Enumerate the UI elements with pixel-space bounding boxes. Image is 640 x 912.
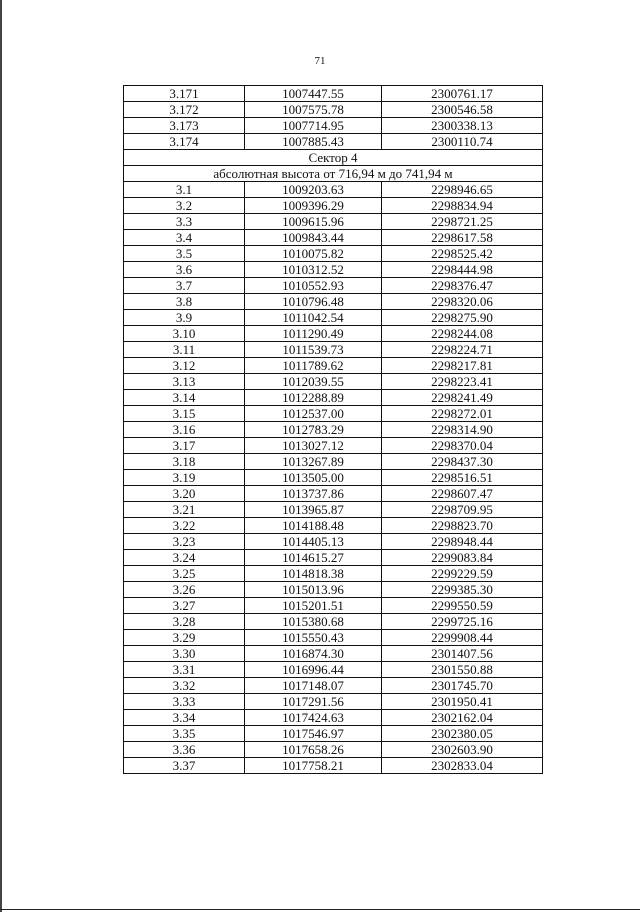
coordinate-y: 2298834.94 xyxy=(382,198,543,214)
table-row xyxy=(124,102,543,118)
coordinate-y: 2298217.81 xyxy=(382,358,543,374)
coordinate-y: 2298224.71 xyxy=(382,342,543,358)
coordinate-y: 2301745.70 xyxy=(382,678,543,694)
point-number: 3.23 xyxy=(124,534,245,550)
coordinate-y: 2298721.25 xyxy=(382,214,543,230)
coordinate-y: 2300761.17 xyxy=(382,86,543,102)
table-row xyxy=(124,502,543,518)
table-row xyxy=(124,486,543,502)
coordinate-x: 1013965.87 xyxy=(245,502,382,518)
table-row xyxy=(124,726,543,742)
sector-title-row xyxy=(124,150,543,166)
coordinate-y: 2302833.04 xyxy=(382,758,543,774)
table-row xyxy=(124,294,543,310)
coordinate-y: 2298223.41 xyxy=(382,374,543,390)
table-row xyxy=(124,358,543,374)
table-row xyxy=(124,646,543,662)
table-row xyxy=(124,406,543,422)
point-number: 3.21 xyxy=(124,502,245,518)
coordinate-y: 2298525.42 xyxy=(382,246,543,262)
table-row xyxy=(124,390,543,406)
table-row xyxy=(124,470,543,486)
coordinate-x: 1015550.43 xyxy=(245,630,382,646)
page-number: 71 xyxy=(314,55,326,67)
coordinate-y: 2298617.58 xyxy=(382,230,543,246)
coordinate-y: 2301407.56 xyxy=(382,646,543,662)
coordinate-x: 1014818.38 xyxy=(245,566,382,582)
coordinate-x: 1017424.63 xyxy=(245,710,382,726)
coordinate-y: 2299385.30 xyxy=(382,582,543,598)
point-number: 3.34 xyxy=(124,710,245,726)
coordinate-y: 2299229.59 xyxy=(382,566,543,582)
point-number: 3.35 xyxy=(124,726,245,742)
point-number: 3.18 xyxy=(124,454,245,470)
coordinate-y: 2298314.90 xyxy=(382,422,543,438)
point-number: 3.31 xyxy=(124,662,245,678)
point-number: 3.25 xyxy=(124,566,245,582)
table-body-top xyxy=(124,86,543,150)
table-row xyxy=(124,342,543,358)
table-row xyxy=(124,534,543,550)
coordinate-x: 1012288.89 xyxy=(245,390,382,406)
point-number: 3.14 xyxy=(124,390,245,406)
table-row xyxy=(124,246,543,262)
coordinate-y: 2298244.08 xyxy=(382,326,543,342)
scan-left-edge xyxy=(0,0,2,912)
coordinate-y: 2298516.51 xyxy=(382,470,543,486)
coordinate-x: 1009615.96 xyxy=(245,214,382,230)
coordinate-x: 1013267.89 xyxy=(245,454,382,470)
coordinate-x: 1007447.55 xyxy=(245,86,382,102)
coordinate-x: 1013737.86 xyxy=(245,486,382,502)
coordinate-x: 1007885.43 xyxy=(245,134,382,150)
table-row xyxy=(124,118,543,134)
coordinate-x: 1017291.56 xyxy=(245,694,382,710)
table-row xyxy=(124,758,543,774)
point-number: 3.22 xyxy=(124,518,245,534)
point-number: 3.13 xyxy=(124,374,245,390)
point-number: 3.1 xyxy=(124,182,245,198)
coordinate-y: 2302603.90 xyxy=(382,742,543,758)
table-row xyxy=(124,438,543,454)
coordinate-x: 1016874.30 xyxy=(245,646,382,662)
coordinate-x: 1016996.44 xyxy=(245,662,382,678)
table-row xyxy=(124,694,543,710)
point-number: 3.28 xyxy=(124,614,245,630)
coordinate-x: 1015380.68 xyxy=(245,614,382,630)
point-number: 3.6 xyxy=(124,262,245,278)
coordinate-y: 2300110.74 xyxy=(382,134,543,150)
coordinate-y: 2298437.30 xyxy=(382,454,543,470)
table-row xyxy=(124,710,543,726)
coordinate-x: 1010075.82 xyxy=(245,246,382,262)
coordinate-x: 1017658.26 xyxy=(245,742,382,758)
coordinate-x: 1015013.96 xyxy=(245,582,382,598)
table-row xyxy=(124,566,543,582)
point-number: 3.12 xyxy=(124,358,245,374)
sector-header xyxy=(124,150,543,182)
coordinate-x: 1007575.78 xyxy=(245,102,382,118)
table-row xyxy=(124,742,543,758)
coordinate-y: 2299550.59 xyxy=(382,598,543,614)
point-number: 3.2 xyxy=(124,198,245,214)
coordinate-x: 1007714.95 xyxy=(245,118,382,134)
point-number: 3.5 xyxy=(124,246,245,262)
point-number: 3.32 xyxy=(124,678,245,694)
coordinate-y: 2300546.58 xyxy=(382,102,543,118)
coordinate-x: 1012039.55 xyxy=(245,374,382,390)
point-number: 3.20 xyxy=(124,486,245,502)
table-row xyxy=(124,262,543,278)
coordinate-x: 1011539.73 xyxy=(245,342,382,358)
coordinate-y: 2299725.16 xyxy=(382,614,543,630)
table-row xyxy=(124,198,543,214)
coordinate-x: 1009203.63 xyxy=(245,182,382,198)
point-number: 3.26 xyxy=(124,582,245,598)
table-row xyxy=(124,454,543,470)
table-row xyxy=(124,678,543,694)
coordinate-y: 2301950.41 xyxy=(382,694,543,710)
table-row xyxy=(124,582,543,598)
coordinate-y: 2298946.65 xyxy=(382,182,543,198)
table-row xyxy=(124,278,543,294)
table-row xyxy=(124,182,543,198)
scan-bottom-edge xyxy=(0,909,640,910)
coordinate-y: 2300338.13 xyxy=(382,118,543,134)
coordinate-x: 1014615.27 xyxy=(245,550,382,566)
coordinate-y: 2298444.98 xyxy=(382,262,543,278)
sector-subtitle-row xyxy=(124,166,543,182)
coordinate-y: 2298320.06 xyxy=(382,294,543,310)
coordinate-x: 1009843.44 xyxy=(245,230,382,246)
coordinate-y: 2298376.47 xyxy=(382,278,543,294)
coordinate-x: 1013027.12 xyxy=(245,438,382,454)
coordinate-y: 2298272.01 xyxy=(382,406,543,422)
table-row xyxy=(124,630,543,646)
point-number: 3.30 xyxy=(124,646,245,662)
table-row xyxy=(124,550,543,566)
table-row xyxy=(124,134,543,150)
table-row xyxy=(124,230,543,246)
coordinate-x: 1012783.29 xyxy=(245,422,382,438)
point-number: 3.173 xyxy=(124,118,245,134)
coordinate-x: 1010552.93 xyxy=(245,278,382,294)
point-number: 3.29 xyxy=(124,630,245,646)
coordinate-x: 1010796.48 xyxy=(245,294,382,310)
table-row xyxy=(124,422,543,438)
sector-subtitle: абсолютная высота от 716,94 м до 741,94 м xyxy=(124,166,543,182)
table-row xyxy=(124,374,543,390)
coordinate-x: 1013505.00 xyxy=(245,470,382,486)
table-row xyxy=(124,326,543,342)
point-number: 3.19 xyxy=(124,470,245,486)
coordinate-x: 1011042.54 xyxy=(245,310,382,326)
coordinate-x: 1011789.62 xyxy=(245,358,382,374)
coordinate-x: 1010312.52 xyxy=(245,262,382,278)
point-number: 3.8 xyxy=(124,294,245,310)
coordinates-table xyxy=(123,85,543,774)
coordinate-x: 1012537.00 xyxy=(245,406,382,422)
table-row xyxy=(124,310,543,326)
coordinate-x: 1009396.29 xyxy=(245,198,382,214)
coordinate-y: 2298709.95 xyxy=(382,502,543,518)
table-row xyxy=(124,518,543,534)
point-number: 3.7 xyxy=(124,278,245,294)
coordinate-y: 2298275.90 xyxy=(382,310,543,326)
coordinate-x: 1014405.13 xyxy=(245,534,382,550)
coordinate-y: 2299908.44 xyxy=(382,630,543,646)
coordinate-x: 1015201.51 xyxy=(245,598,382,614)
coordinate-x: 1017758.21 xyxy=(245,758,382,774)
point-number: 3.11 xyxy=(124,342,245,358)
coordinate-x: 1011290.49 xyxy=(245,326,382,342)
point-number: 3.16 xyxy=(124,422,245,438)
point-number: 3.171 xyxy=(124,86,245,102)
table-row xyxy=(124,614,543,630)
point-number: 3.4 xyxy=(124,230,245,246)
table-row xyxy=(124,662,543,678)
table-body-bottom xyxy=(124,182,543,774)
coordinate-x: 1014188.48 xyxy=(245,518,382,534)
point-number: 3.15 xyxy=(124,406,245,422)
coordinate-y: 2298948.44 xyxy=(382,534,543,550)
point-number: 3.17 xyxy=(124,438,245,454)
point-number: 3.27 xyxy=(124,598,245,614)
coordinate-y: 2298241.49 xyxy=(382,390,543,406)
coordinate-y: 2302162.04 xyxy=(382,710,543,726)
point-number: 3.172 xyxy=(124,102,245,118)
table-row xyxy=(124,214,543,230)
point-number: 3.174 xyxy=(124,134,245,150)
point-number: 3.33 xyxy=(124,694,245,710)
coordinate-y: 2302380.05 xyxy=(382,726,543,742)
point-number: 3.37 xyxy=(124,758,245,774)
coordinate-y: 2298823.70 xyxy=(382,518,543,534)
point-number: 3.24 xyxy=(124,550,245,566)
coordinate-y: 2299083.84 xyxy=(382,550,543,566)
coordinate-y: 2301550.88 xyxy=(382,662,543,678)
coordinate-y: 2298607.47 xyxy=(382,486,543,502)
coordinate-x: 1017148.07 xyxy=(245,678,382,694)
coordinate-x: 1017546.97 xyxy=(245,726,382,742)
point-number: 3.9 xyxy=(124,310,245,326)
table-row xyxy=(124,598,543,614)
point-number: 3.3 xyxy=(124,214,245,230)
table-row xyxy=(124,86,543,102)
point-number: 3.10 xyxy=(124,326,245,342)
sector-title: Сектор 4 xyxy=(124,150,543,166)
coordinate-y: 2298370.04 xyxy=(382,438,543,454)
point-number: 3.36 xyxy=(124,742,245,758)
